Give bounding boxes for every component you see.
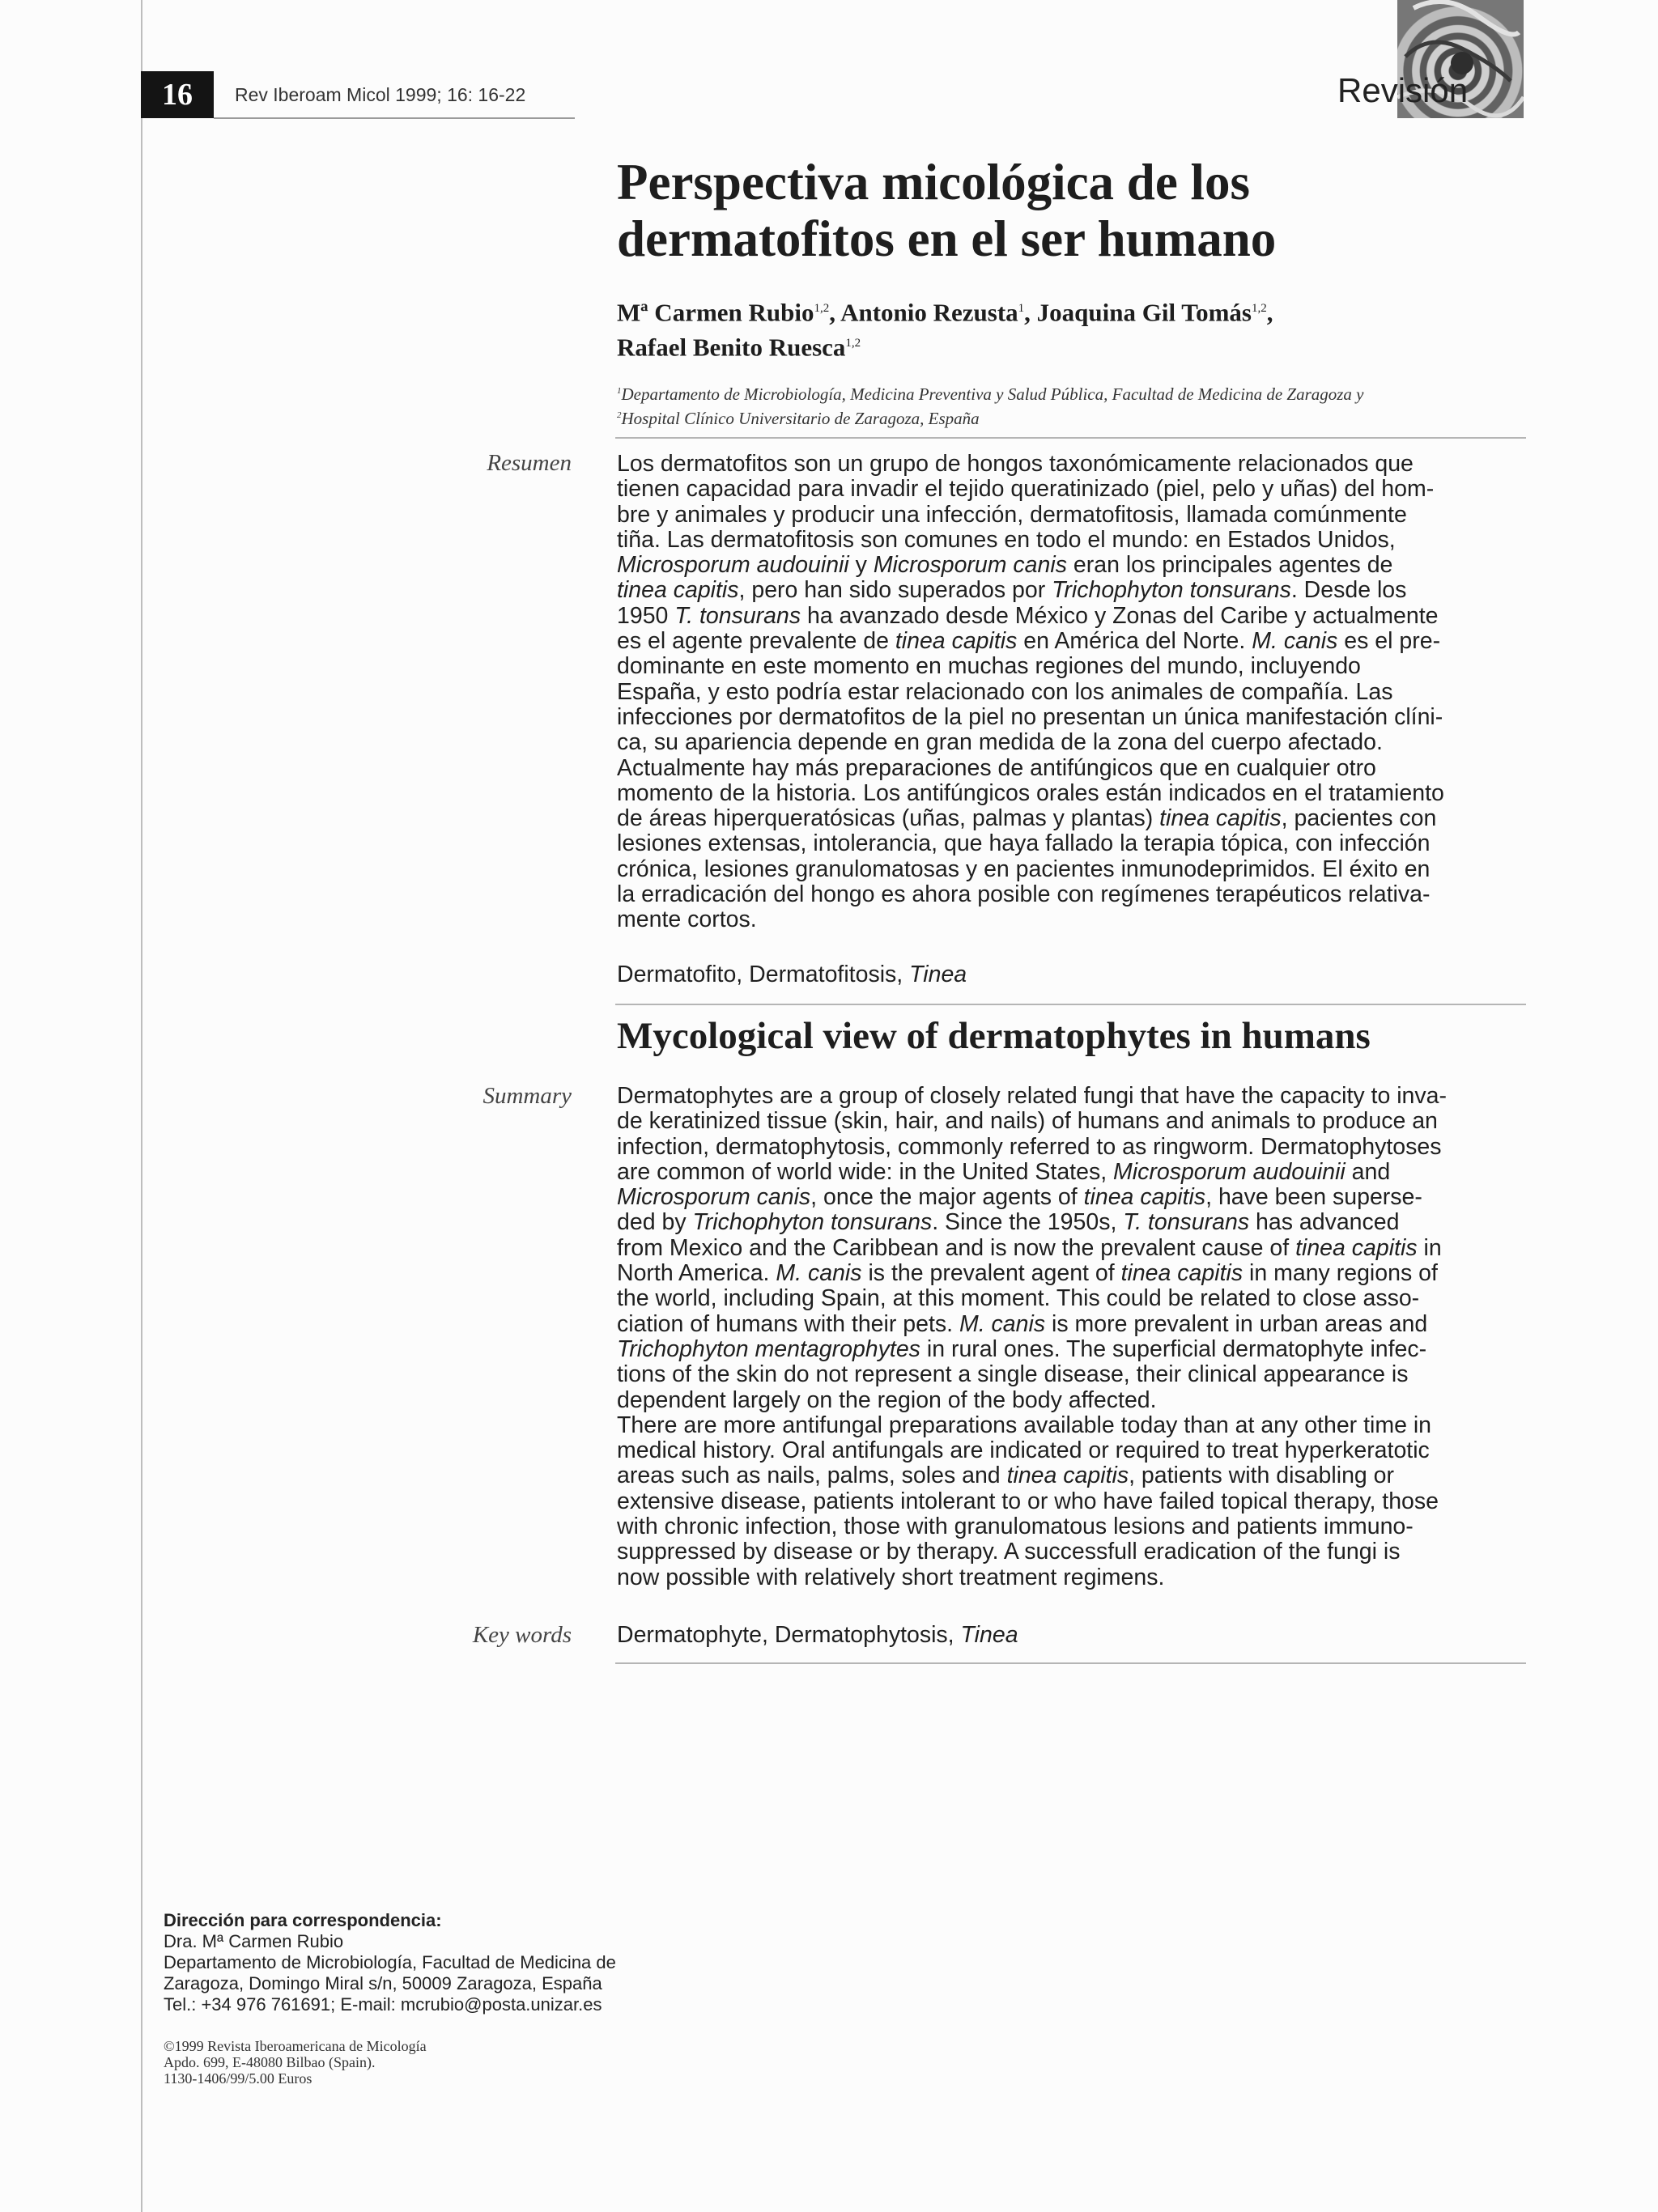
correspondence-line: Tel.: +34 976 761691; E-mail: mcrubio@posta.unizar.es xyxy=(164,1994,602,2015)
title-line: dermatofitos en el ser humano xyxy=(617,210,1277,267)
text-line: de keratinized tissue (skin, hair, and nails) of humans and animals to produce an xyxy=(617,1108,1438,1135)
text-line: with chronic infection, those with granulomatous lesions and patients immuno- xyxy=(617,1514,1414,1540)
summary-label: Summary xyxy=(483,1083,572,1109)
text-line: tiña. Las dermatofitosis son comunes en todo el mundo: en Estados Unidos, xyxy=(617,526,1396,553)
author-line xyxy=(617,328,1524,363)
correspondence-line: Departamento de Microbiología, Facultad de Medicina de xyxy=(164,1952,616,1972)
author-name: Rafael Benito Ruesca xyxy=(617,333,846,362)
text-line: tions of the skin do not represent a single disease, their clinical appearance is xyxy=(617,1361,1409,1388)
text-line: es el agente prevalente de tinea capitis en América del Norte. M. canis es el pre- xyxy=(617,628,1441,655)
key-words-label: Key words xyxy=(472,1622,572,1648)
text-line: Los dermatofitos son un grupo de hongos taxonómicamente relacionados que xyxy=(617,451,1414,477)
author-name: Mª Carmen Rubio xyxy=(617,298,814,327)
text-line: Microsporum audouinii y Microsporum canis eran los principales agentes de xyxy=(617,552,1393,579)
section-rule xyxy=(615,1662,1526,1664)
text-line: 1950 T. tonsurans ha avanzado desde México y Zonas del Caribe y actualmente xyxy=(617,602,1439,629)
author-name: Antonio Rezusta xyxy=(840,298,1018,327)
text-line: de áreas hiperqueratósicas (uñas, palmas y plantas) tinea capitis, pacientes con xyxy=(617,805,1437,832)
author-separator: , xyxy=(1266,298,1273,327)
affiliation-text: Departamento de Microbiología, Medicina Preventiva y Salud Pública, Facultad de Medicina de Zaragoza y xyxy=(621,384,1364,404)
text-line: ca, su apariencia depende en gran medida de la zona del cuerpo afectado. xyxy=(617,729,1383,756)
text-line: infection, dermatophytosis, commonly referred to as ringworm. Dermatophytoses xyxy=(617,1133,1442,1160)
text-line: now possible with relatively short treatment regimens. xyxy=(617,1564,1165,1590)
affiliation-text: Hospital Clínico Universitario de Zaragoza, España xyxy=(621,409,980,428)
text-line: suppressed by disease or by therapy. A successfull eradication of the fungi is xyxy=(617,1539,1401,1565)
title-line: Perspectiva micológica de los xyxy=(617,154,1251,210)
authors xyxy=(617,293,1524,363)
copyright-line: 1130-1406/99/5.00 Euros xyxy=(164,2070,312,2087)
affiliation-mark: 1 xyxy=(617,386,622,396)
text-line: areas such as nails, palms, soles and tinea capitis, patients with disabling or xyxy=(617,1463,1395,1489)
author-affiliation-mark: 1,2 xyxy=(1252,302,1267,315)
text-line: Actualmente hay más preparaciones de antifúngicos que en cualquier otro xyxy=(617,754,1376,781)
journal-reference: Rev Iberoam Micol 1999; 16: 16-22 xyxy=(235,84,526,105)
text-line: bre y animales y producir una infección, dermatofitosis, llamada comúnmente xyxy=(617,501,1407,528)
affiliation-mark: 2 xyxy=(617,410,622,420)
summary-body xyxy=(617,1084,1528,1590)
section-rule xyxy=(615,1004,1526,1005)
text-line: la erradicación del hongo es ahora posible con regímenes terapéuticos relativa- xyxy=(617,881,1431,908)
text-line: España, y esto podría estar relacionado con los animales de compañía. Las xyxy=(617,678,1393,705)
text-line: Microsporum canis, once the major agents of tinea capitis, have been superse- xyxy=(617,1184,1422,1211)
correspondence-line: Zaragoza, Domingo Miral s/n, 50009 Zaragoza, España xyxy=(164,1973,602,1993)
author-affiliation-mark: 1 xyxy=(1018,302,1025,315)
copyright xyxy=(164,2038,568,2087)
text-line: ded by Trichophyton tonsurans. Since the 1950s, T. tonsurans has advanced xyxy=(617,1209,1400,1236)
margin-rule xyxy=(141,0,142,2212)
correspondence-heading: Dirección para correspondencia: xyxy=(164,1910,442,1930)
author-separator: , xyxy=(1024,298,1037,327)
text-line: from Mexico and the Caribbean and is now the prevalent cause of tinea capitis in xyxy=(617,1234,1442,1261)
section-label: Revisión xyxy=(1337,71,1469,109)
section-rule xyxy=(615,437,1526,439)
text-line: North America. M. canis is the prevalent agent of tinea capitis in many regions of xyxy=(617,1260,1438,1287)
text-line: Dermatophytes are a group of closely related fungi that have the capacity to inva- xyxy=(617,1083,1447,1109)
affiliations xyxy=(617,380,1524,429)
text-line: crónica, lesiones granulomatosas y en pacientes inmunodeprimidos. El éxito en xyxy=(617,856,1431,882)
page-number: 16 xyxy=(141,71,214,118)
text-line: infecciones por dermatofitos de la piel no presentan un única manifestación clíni- xyxy=(617,703,1443,730)
key-words: Dermatophyte, Dermatophytosis, Tinea xyxy=(617,1622,1018,1648)
correspondence xyxy=(164,1910,730,2015)
palabras-clave: Dermatofito, Dermatofitosis, Tinea xyxy=(617,962,967,987)
author-affiliation-mark: 1,2 xyxy=(814,302,830,315)
author-affiliation-mark: 1,2 xyxy=(845,337,861,350)
correspondence-line: Dra. Mª Carmen Rubio xyxy=(164,1931,344,1951)
text-line: There are more antifungal preparations available today than at any other time in xyxy=(617,1412,1432,1438)
text-line: tienen capacidad para invadir el tejido queratinizado (piel, pelo y uñas) del hom- xyxy=(617,476,1435,503)
text-line: lesiones extensas, intolerancia, que haya fallado la terapia tópica, con infección xyxy=(617,830,1431,857)
text-line: dominante en este momento en muchas regiones del mundo, incluyendo xyxy=(617,653,1361,680)
article-title-es xyxy=(617,154,1524,267)
author-separator: , xyxy=(829,298,841,327)
author-line xyxy=(617,293,1524,328)
text-line: are common of world wide: in the United States, Microsporum audouinii and xyxy=(617,1158,1391,1185)
article-title-en: Mycological view of dermatophytes in humans xyxy=(617,1015,1371,1057)
resumen-label: Resumen xyxy=(487,450,572,476)
text-line: tinea capitis, pero han sido superados por Trichophyton tonsurans. Desde los xyxy=(617,577,1407,604)
header-rule xyxy=(214,117,575,119)
text-line: the world, including Spain, at this moment. This could be related to close asso- xyxy=(617,1285,1420,1312)
text-line: Trichophyton mentagrophytes in rural ones. The superficial dermatophyte infec- xyxy=(617,1335,1427,1362)
affiliation-line xyxy=(617,380,1524,405)
copyright-line: ©1999 Revista Iberoamericana de Micología xyxy=(164,2038,427,2054)
text-line: medical history. Oral antifungals are indicated or required to treat hyperkeratotic xyxy=(617,1437,1430,1464)
text-line: mente cortos. xyxy=(617,906,757,933)
text-line: extensive disease, patients intolerant to or who have failed topical therapy, those xyxy=(617,1488,1439,1514)
text-line: dependent largely on the region of the body affected. xyxy=(617,1386,1157,1413)
text-line: ciation of humans with their pets. M. canis is more prevalent in urban areas and xyxy=(617,1310,1428,1337)
affiliation-line xyxy=(617,405,1524,429)
author-name: Joaquina Gil Tomás xyxy=(1036,298,1252,327)
resumen-body xyxy=(617,452,1528,933)
text-line: momento de la historia. Los antifúngicos orales están indicados en el tratamiento xyxy=(617,779,1444,806)
copyright-line: Apdo. 699, E-48080 Bilbao (Spain). xyxy=(164,2054,376,2070)
